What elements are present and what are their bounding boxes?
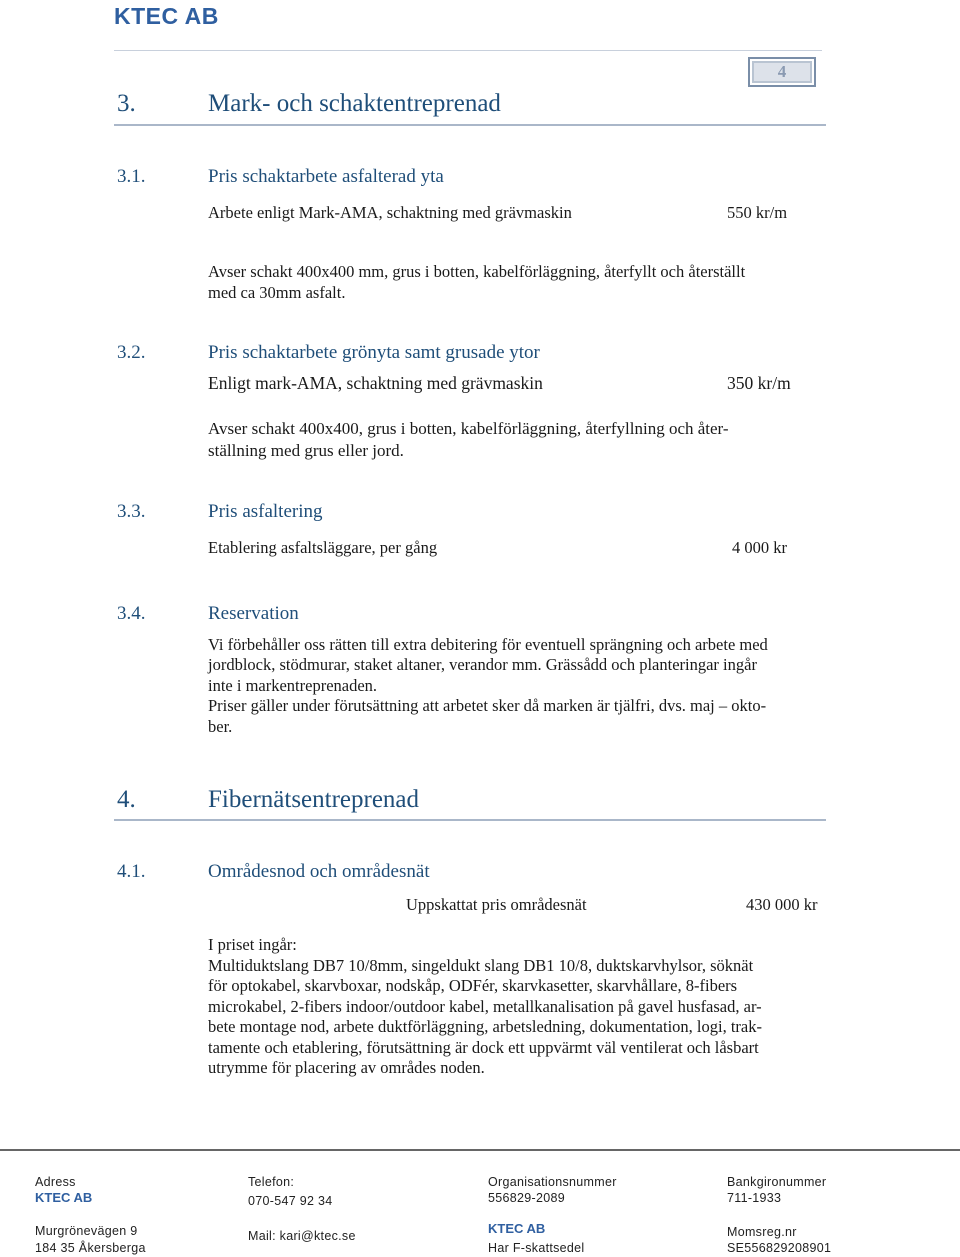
footer-fskatt: Har F-skattsedel xyxy=(488,1241,585,1255)
paragraph-line: tamente och etablering, förutsättning är dock ett uppvärmt väl ventilerat och låsbart xyxy=(208,1038,759,1057)
description-line: Avser schakt 400x400, grus i botten, kabelförläggning, återfyllning och åter- xyxy=(208,419,729,438)
description-line: med ca 30mm asfalt. xyxy=(208,283,346,302)
footer-vat-number: SE556829208901 xyxy=(727,1241,832,1255)
subsection-title: Pris asfaltering xyxy=(208,501,323,522)
paragraph-line: för optokabel, skarvboxar, nodskåp, ODFér, skarvkasetter, skarvhållare, 8-fibers xyxy=(208,976,738,995)
price-value: 350 kr/m xyxy=(727,373,791,393)
description-line: ställning med grus eller jord. xyxy=(208,441,404,460)
footer-bank-label: Bankgironummer xyxy=(727,1175,827,1189)
paragraph-intro: I priset ingår: xyxy=(208,935,297,954)
paragraph-line: ber. xyxy=(208,717,233,736)
price-value: 430 000 kr xyxy=(746,895,818,914)
subsection-number: 3.1. xyxy=(117,166,146,187)
price-line-label: Etablering asfaltsläggare, per gång xyxy=(208,538,438,557)
subsection-number: 4.1. xyxy=(117,861,146,882)
subsection-title: Pris schaktarbete asfalterad yta xyxy=(208,166,444,187)
footer-divider xyxy=(0,1149,960,1151)
section-title: Mark- och schaktentreprenad xyxy=(208,90,501,117)
subsection-number: 3.4. xyxy=(117,603,146,624)
footer-street: Murgrönevägen 9 xyxy=(35,1224,138,1238)
footer-vat-label: Momsreg.nr xyxy=(727,1225,797,1239)
paragraph-line: Priser gäller under förutsättning att arbetet sker då marken är tjälfri, dvs. maj – okto- xyxy=(208,696,767,715)
footer-address-label: Adress xyxy=(35,1175,76,1189)
subsection-title: Pris schaktarbete grönyta samt grusade ytor xyxy=(208,342,540,363)
paragraph-line: Vi förbehåller oss rätten till extra debitering för eventuell sprängning och arbete med xyxy=(208,635,768,654)
footer-address-company: KTEC AB xyxy=(35,1190,93,1205)
subsection-title: Reservation xyxy=(208,603,299,624)
paragraph-line: inte i markentreprenaden. xyxy=(208,676,378,695)
price-line-label: Uppskattat pris områdesnät xyxy=(406,895,587,914)
footer-org-label: Organisationsnummer xyxy=(488,1175,617,1189)
section-number: 4. xyxy=(117,786,136,813)
footer-mail: Mail: kari@ktec.se xyxy=(248,1229,356,1243)
page-number-badge: 4 xyxy=(748,57,816,87)
price-line-label: Enligt mark-AMA, schaktning med grävmaskin xyxy=(208,373,543,393)
footer-phone: 070-547 92 34 xyxy=(248,1194,333,1208)
footer-bank-number: 711-1933 xyxy=(727,1191,782,1205)
price-value: 4 000 kr xyxy=(732,538,787,557)
footer-org-number: 556829-2089 xyxy=(488,1191,565,1205)
subsection-number: 3.3. xyxy=(117,501,146,522)
footer-phone-label: Telefon: xyxy=(248,1175,295,1189)
paragraph-line: microkabel, 2-fibers indoor/outdoor kabel, metallkanalisation på gavel husfasad, ar- xyxy=(208,997,762,1016)
section-number: 3. xyxy=(117,90,136,117)
section-divider xyxy=(114,819,826,821)
paragraph-line: bete montage nod, arbete duktförläggning, arbetsledning, dokumentation, logi, trak- xyxy=(208,1017,762,1036)
section-divider xyxy=(114,124,826,126)
footer-org-company: KTEC AB xyxy=(488,1221,546,1236)
paragraph-line: Multiduktslang DB7 10/8mm, singeldukt slang DB1 10/8, duktskarvhylsor, söknät xyxy=(208,956,754,975)
company-logo-text: KTEC AB xyxy=(114,3,219,29)
subsection-number: 3.2. xyxy=(117,342,146,363)
paragraph-line: jordblock, stödmurar, staket altaner, verandor mm. Grässådd och planteringar ingår xyxy=(208,655,757,674)
subsection-title: Områdesnod och områdesnät xyxy=(208,861,430,882)
paragraph-line: utrymme för placering av områdes noden. xyxy=(208,1058,485,1077)
price-line-label: Arbete enligt Mark-AMA, schaktning med grävmaskin xyxy=(208,203,572,222)
header-divider xyxy=(114,50,822,51)
price-value: 550 kr/m xyxy=(727,203,788,222)
description-line: Avser schakt 400x400 mm, grus i botten, kabelförläggning, återfyllt och återställt xyxy=(208,262,746,281)
section-title: Fibernätsentreprenad xyxy=(208,786,420,813)
footer-postal: 184 35 Åkersberga xyxy=(35,1241,146,1255)
